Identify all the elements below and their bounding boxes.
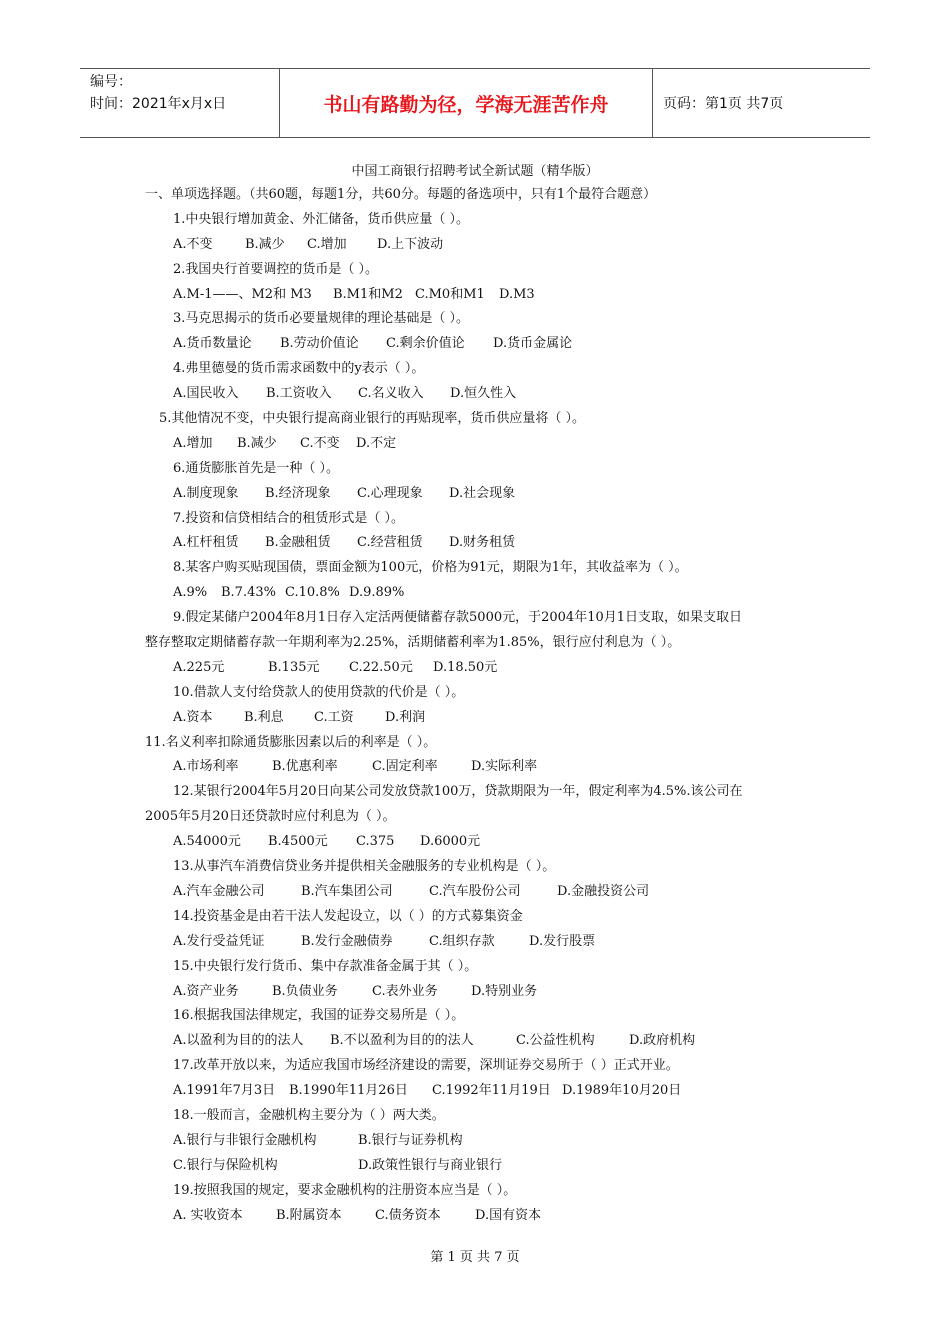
option: B.4500元 <box>268 834 328 850</box>
option: A.货币数量论 <box>173 336 252 352</box>
option: D.9.89% <box>349 585 405 601</box>
document-title: 中国工商银行招聘考试全新试题（精华版） <box>351 164 599 179</box>
option: C.组织存款 <box>429 933 495 949</box>
question-14: 14.投资基金是由若干法人发起设立，以（ ）的方式募集资金 <box>173 908 523 924</box>
option: B.优惠利率 <box>272 759 338 775</box>
header-page-label: 页码：第1页 共7页 <box>663 96 784 112</box>
question-12-line-2: 2005年5月20日还贷款时应付利息为（ ）。 <box>145 809 396 825</box>
question-16: 16.根据我国法律规定，我国的证券交易所是（ ）。 <box>173 1008 465 1024</box>
option: C.工资 <box>314 709 354 725</box>
option: D.恒久性入 <box>450 386 517 402</box>
option: D.发行股票 <box>529 933 596 949</box>
option: D.社会现象 <box>449 485 516 501</box>
option: C.10.8% <box>285 585 340 601</box>
option: B.负债业务 <box>272 983 338 999</box>
option: A.资本 <box>173 709 213 725</box>
question-6: 6.通货膨胀首先是一种（ ）。 <box>173 460 340 476</box>
question-8: 8.某客户购买贴现国债，票面金额为100元，价格为91元，期限为1年，其收益率为（ ）。 <box>173 560 688 576</box>
options-16 <box>145 1029 810 1054</box>
option: C.名义收入 <box>358 386 424 402</box>
option: A.资产业务 <box>173 983 239 999</box>
option: A.9% <box>173 585 208 601</box>
question-15: 15.中央银行发行货币、集中存款准备金属于其（ ）。 <box>173 958 478 974</box>
page-footer: 第 1 页 共 7 页 <box>430 1250 520 1265</box>
options-17 <box>145 1079 810 1104</box>
question-5: 5.其他情况不变，中央银行提高商业银行的再贴现率，货币供应量将（ ）。 <box>159 411 586 427</box>
options-7 <box>145 531 810 556</box>
option: A.制度现象 <box>173 485 239 501</box>
question-3: 3.马克思揭示的货币必要量规律的理论基础是（ ）。 <box>173 311 470 327</box>
question-19: 19.按照我国的规定，要求金融机构的注册资本应当是（ ）。 <box>173 1182 517 1198</box>
header-motto: 书山有路勤为径，学海无涯苦作舟 <box>280 69 653 137</box>
options-9 <box>145 656 810 681</box>
option: C.经营租赁 <box>357 535 423 551</box>
options-14 <box>145 930 810 955</box>
option: C.剩余价值论 <box>386 336 465 352</box>
date-label: 时间：2021年x月x日 <box>90 96 227 112</box>
option: D.金融投资公司 <box>557 883 650 899</box>
option: B.附属资本 <box>276 1207 342 1223</box>
options-3 <box>145 332 810 357</box>
option: A.汽车金融公司 <box>173 883 265 899</box>
option: D.政策性银行与商业银行 <box>358 1157 503 1173</box>
options-6 <box>145 482 810 507</box>
option: A.以盈利为目的的法人 <box>173 1033 304 1049</box>
options-18-row-2 <box>145 1154 810 1179</box>
option: C.增加 <box>307 236 347 252</box>
option: B.利息 <box>244 709 284 725</box>
option: B.M1和M2 <box>333 286 403 302</box>
page-header <box>80 68 870 138</box>
option: D.1989年10月20日 <box>562 1083 682 1099</box>
question-9-line-1: 9.假定某储户2004年8月1日存入定活两便储蓄存款5000元，于2004年10月1日支取，如果支取日 <box>173 610 743 626</box>
option: C.22.50元 <box>349 659 413 675</box>
question-4: 4.弗里德曼的货币需求函数中的y表示（ ）。 <box>173 361 425 377</box>
option: D.政府机构 <box>629 1033 696 1049</box>
question-13: 13.从事汽车消费信贷业务并提供相关金融服务的专业机构是（ ）。 <box>173 859 556 875</box>
option: B.金融租赁 <box>265 535 331 551</box>
options-1 <box>145 233 810 258</box>
option: A.不变 <box>173 236 213 252</box>
options-11 <box>145 755 810 780</box>
option: C.表外业务 <box>372 983 438 999</box>
option: C.银行与保险机构 <box>173 1157 278 1173</box>
option: D.不定 <box>356 435 397 451</box>
option: B.银行与证券机构 <box>358 1132 463 1148</box>
question-2: 2.我国央行首要调控的货币是（ ）。 <box>173 261 379 277</box>
option: C.汽车股份公司 <box>429 883 521 899</box>
option: A.M-1——、M2和 M3 <box>173 286 312 302</box>
option: B.工资收入 <box>266 386 332 402</box>
question-18: 18.一般而言，金融机构主要分为（ ）两大类。 <box>173 1107 445 1123</box>
option: D.利润 <box>385 709 426 725</box>
question-17: 17.改革开放以来，为适应我国市场经济建设的需要，深圳证券交易所于（ ）正式开业。 <box>173 1058 679 1074</box>
option: C.固定利率 <box>372 759 438 775</box>
option: A.发行受益凭证 <box>173 933 265 949</box>
option: B.汽车集团公司 <box>301 883 393 899</box>
number-label: 编号： <box>90 74 132 90</box>
options-10 <box>145 706 810 731</box>
option: D.特别业务 <box>471 983 538 999</box>
question-list <box>145 183 810 1228</box>
options-5 <box>145 432 810 457</box>
option: B.发行金融债券 <box>301 933 393 949</box>
question-10: 10.借款人支付给贷款人的使用贷款的代价是（ ）。 <box>173 684 465 700</box>
option: B.减少 <box>245 236 285 252</box>
option: C.公益性机构 <box>516 1033 595 1049</box>
options-4 <box>145 382 810 407</box>
options-12 <box>145 830 810 855</box>
option: A.1991年7月3日 <box>173 1083 276 1099</box>
question-7: 7.投资和信贷相结合的租赁形式是（ ）。 <box>173 510 405 526</box>
option: B.减少 <box>237 435 277 451</box>
option: B.135元 <box>268 659 320 675</box>
option: C.375 <box>356 834 395 850</box>
option: C.1992年11月19日 <box>432 1083 551 1099</box>
question-1: 1.中央银行增加黄金、外汇储备，货币供应量（ ）。 <box>173 211 470 227</box>
question-12-line-1: 12.某银行2004年5月20日向某公司发放贷款100万，贷款期限为一年，假定利率为4.5%.该公司在 <box>173 784 743 800</box>
option: C.不变 <box>300 435 340 451</box>
option: A.54000元 <box>173 834 241 850</box>
question-11: 11.名义利率扣除通货膨胀因素以后的利率是（ ）。 <box>145 734 437 750</box>
option: D.国有资本 <box>475 1207 542 1223</box>
options-18-row-1 <box>145 1129 810 1154</box>
option: B.1990年11月26日 <box>289 1083 408 1099</box>
option: C.债务资本 <box>375 1207 441 1223</box>
option: B.劳动价值论 <box>280 336 359 352</box>
option: B.7.43% <box>221 585 276 601</box>
option: A.225元 <box>173 659 225 675</box>
section-heading: 一、单项选择题。（共60题，每题1分，共60分。每题的备选项中，只有1个最符合题意） <box>145 187 657 202</box>
option: B.不以盈利为目的的法人 <box>330 1033 474 1049</box>
option: D.财务租赁 <box>449 535 516 551</box>
options-15 <box>145 980 810 1005</box>
option: A.市场利率 <box>173 759 239 775</box>
option: A.银行与非银行金融机构 <box>173 1132 317 1148</box>
option: D.18.50元 <box>433 659 498 675</box>
options-8 <box>145 581 810 606</box>
option: A.增加 <box>173 435 213 451</box>
option: D.货币金属论 <box>493 336 573 352</box>
option: A. 实收资本 <box>173 1207 243 1223</box>
option: D.上下波动 <box>377 236 444 252</box>
option: C.M0和M1 <box>415 286 485 302</box>
option: D.实际利率 <box>471 759 538 775</box>
header-meta <box>80 69 280 137</box>
option: B.经济现象 <box>265 485 331 501</box>
option: D.M3 <box>499 286 535 302</box>
question-9-line-2: 整存整取定期储蓄存款一年期利率为2.25%，活期储蓄利率为1.85%，银行应付利息为（ ）。 <box>145 635 681 651</box>
options-13 <box>145 880 810 905</box>
options-19 <box>145 1204 810 1229</box>
option: C.心理现象 <box>357 485 423 501</box>
option: A.杠杆租赁 <box>173 535 239 551</box>
option: A.国民收入 <box>173 386 239 402</box>
option: D.6000元 <box>420 834 481 850</box>
options-2 <box>145 283 810 308</box>
